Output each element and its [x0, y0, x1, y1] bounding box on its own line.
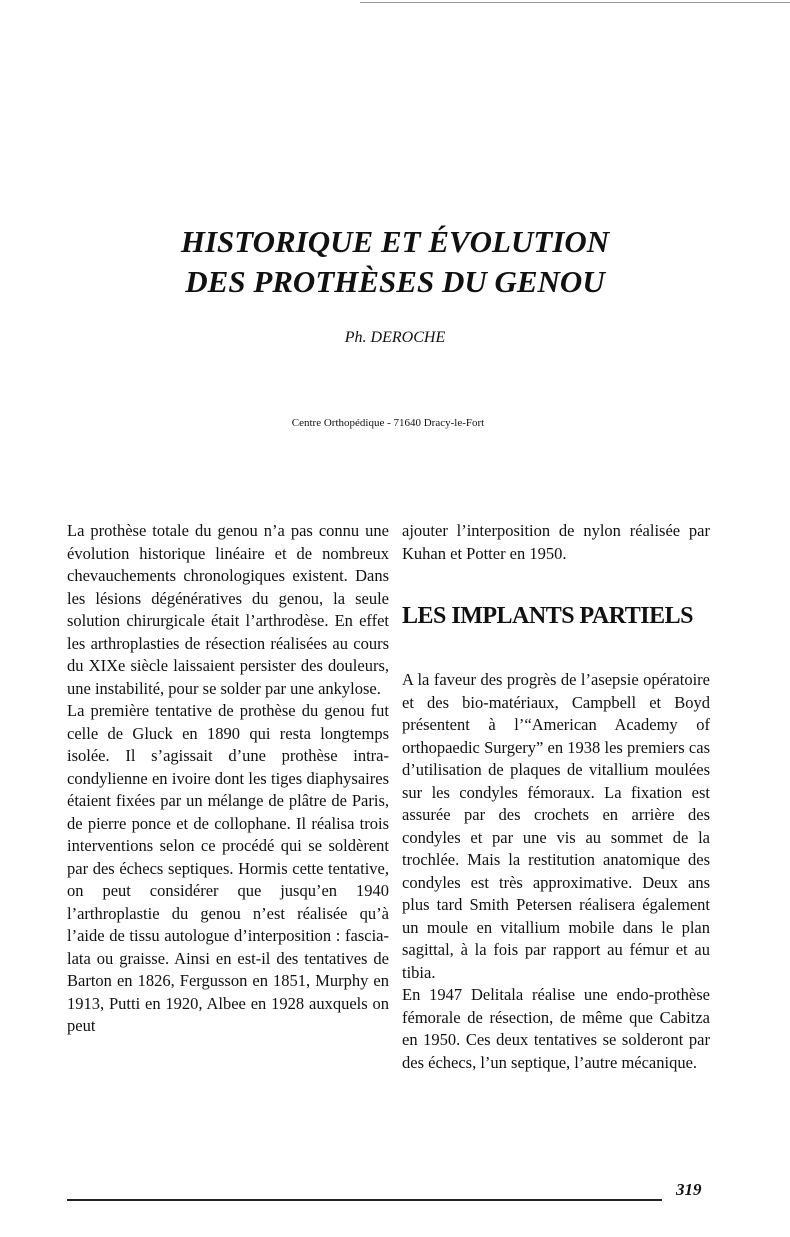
page-number: 319: [676, 1180, 702, 1199]
author-affiliation: Centre Orthopédique - 71640 Dracy-le-Fort: [291, 417, 485, 429]
section-heading: LES IMPLANTS PARTIELS: [402, 603, 693, 629]
article-title-line-2: DES PROTHÈSES DU GENOU: [185, 264, 605, 299]
left-paragraph-1: La prothèse totale du genou n’a pas connu une évolution historique linéaire et de nombreux chevauchements chronologiques existent. Dans les lésions dégénératives du genou, la seule solution chirurgicale était l’arthrodèse. En effet les arthroplasties de résection réalisées au cours du XIXe siècle laissaient persister des douleurs, une instabilité, pour se solder par une ankylose.: [67, 521, 389, 698]
right-paragraph-1: ajouter l’interposition de nylon réalisée par Kuhan et Potter en 1950.: [402, 521, 710, 563]
right-paragraph-3: En 1947 Delitala réalise une endo-prothèse fémorale de résection, de même que Cabitza en 1950. Ces deux tentatives se solderont par des échecs, l’un septique, l’autre mécanique.: [402, 985, 710, 1072]
left-column: [67, 520, 389, 1038]
article-title-line-1: HISTORIQUE ET ÉVOLUTION: [180, 224, 610, 259]
article-title: [0, 222, 790, 302]
left-paragraph-2: La première tentative de prothèse du genou fut celle de Gluck en 1890 qui resta longtemps isolée. Il s’agissait d’une prothèse intra-condylienne en ivoire dont les tiges diaphysaires étaient fixées par un mélange de plâtre de Paris, de pierre ponce et de collophane. Il réalisa trois interventions selon ce procédé qui se soldèrent par des échecs septiques. Hormis cette tentative, on peut considérer que jusqu’en 1940 l’arthroplastie du genou n’est réalisée qu’à l’aide de tissu autologue d’interposition : fascia-lata ou graisse. Ainsi en est-il des tentatives de Barton en 1826, Fergusson en 1851, Murphy en 1913, Putti en 1920, Albee en 1928 auxquels on peut: [67, 701, 389, 1035]
footer-rule: [67, 1199, 662, 1201]
top-rule: [360, 2, 790, 3]
right-paragraph-2: A la faveur des progrès de l’asepsie opératoire et des bio-matériaux, Campbell et Boyd présentent à l’“American Academy of orthopaedic Surgery” en 1938 les premiers cas d’utilisation de plaques de vitallium moulées sur les condyles fémoraux. La fixation est assurée par des crochets en arrière des condyles et par une vis au sommet de la trochlée. Mais la restitution anatomique des condyles est très approximative. Deux ans plus tard Smith Petersen réalisera également un moule en vitallium mobile dans le plan sagittal, à la fois par rapport au fémur et au tibia.: [402, 670, 710, 982]
right-column: [402, 520, 710, 1074]
author-name: Ph. DEROCHE: [344, 329, 446, 346]
